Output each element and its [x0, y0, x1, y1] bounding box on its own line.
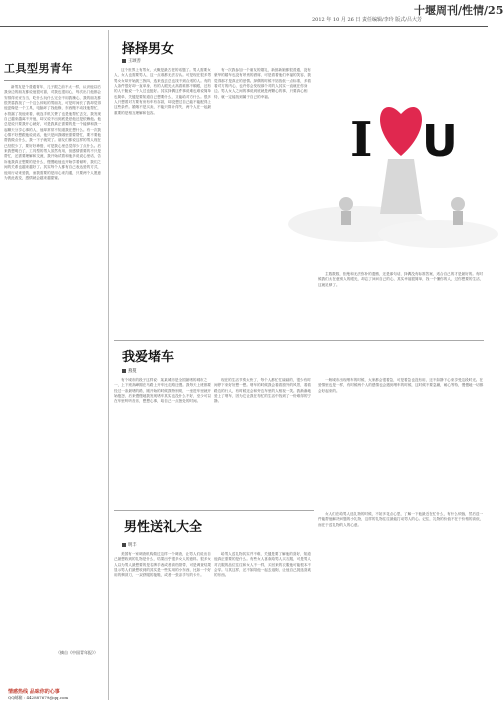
article2-col2: 现在的生活节奏太快了，每个人都忙忙碌碌的，很少有时间停下来好好想一想。堵车的时候我会看看窗外的风景，看看路边的行人，有时候还会和旁边车里的人相视一笑。我渐渐地爱上了堵车，因为它让我在匆忙的生活中找到了一份难得的宁静。	[214, 378, 312, 404]
letter-i: I	[350, 112, 373, 168]
article3-author: 明丰	[128, 543, 137, 548]
sidebar-source: （摘自《中国青年报》）	[56, 650, 98, 655]
byline-marker-icon	[122, 543, 126, 547]
figure-left-body-icon	[341, 211, 351, 225]
hotline-ad-title: 情感热线 品味你的心事	[8, 689, 60, 695]
article1-byline	[122, 58, 141, 64]
sidebar-column	[4, 50, 104, 684]
heart-illustration	[318, 64, 484, 266]
ground-shadow-2	[378, 220, 498, 248]
figure-right-icon	[451, 197, 465, 211]
sidebar-title: 工具型男青年	[4, 62, 73, 75]
article2-title: 我爱堵车	[122, 350, 175, 365]
page-header-subtitle: 2012 年 10 月 26 日 责任编辑/李玲 版式/吕大芳	[312, 17, 422, 23]
figure-left-icon	[339, 197, 353, 211]
heart-icon	[380, 107, 422, 156]
article3-byline	[122, 542, 137, 548]
article2-author: 燕蔓	[128, 369, 137, 374]
article1-col1: 这个世界上有男女，大概是最古老的话题了。男人需要女人，女人也需要男人，这一点谁都无法否认。可是现在很多男男女女却开始挑三拣四，选来选去总也找不到合适的人。有的人条件很好却一直单身，有的人眼光太高看谁都不顺眼，还有的人干脆说一个人过也挺好。其实择偶这件事说难也难说简单也简单，关键是要知道自己想要什么，又能给对方什么。很多人只想着对方要有房有车有存款，却没想过自己能不能配得上这些条件。婚姻不是买卖，不能只算计得失，两个人在一起最重要的是相互理解和包容。	[114, 68, 212, 115]
article1-title: 择择男女	[122, 42, 175, 57]
article3-col1: 美国有一家调查机构做过这样一个调查，让男人们说出自己最想收到的礼物是什么，结果出乎很多女人的意料。很多女人以为男人最想要的是名牌手表或者高档领带，可是调查结果显示男人们最想收到的其实是一些实用的小东西，比如一个好用的剃须刀，一双舒服的拖鞋，或者一张亲手写的卡片。	[114, 552, 212, 578]
section-rule-2	[114, 510, 314, 511]
article3-col2: 给男人送礼物其实并不难，关键是要了解他的喜好，知道他真正需要的是什么。有些女人喜欢给男人买衣服，可是男人对衣服的品位往往和女人不一样，买回来的衣服他可能根本不会穿。与其这样，还不如陪他一起去逛街，让他自己挑选喜欢的东西。	[214, 552, 312, 578]
header-rule	[0, 26, 488, 27]
article3-col3: 女人们在给男人选礼物的时候，不妨多花点心思，了解一下他最近在忙什么，有什么烦恼，然后送一件能帮他解决问题的小礼物，这样的礼物往往最能打动男人的心。记住，礼物的价值不在于价格的高低，而在于送礼物的人的心意。	[318, 512, 484, 527]
heart-illustration-svg	[318, 64, 484, 266]
article2-col1: 有个城市的段子这样说：某某城市是全国最堵的城市之一，上下班高峰期在马路上开车比走路还慢。我每天上班都要经过一条最堵的路，刚开始的时候我特别烦，一坐进车里就开始抱怨，后来慢慢地我发现堵车其实也没什么不好，至少可以在车里听听音乐，想想心事，给自己一点独处的时间。	[114, 378, 212, 404]
article1-author: 王颂善	[128, 59, 141, 64]
sidebar-title-rule	[4, 80, 100, 81]
article1-col2: 有一次我参加一个朋友的婚礼，新郎新娘都很普通，没有豪华的婚车也没有昂贵的酒席，可是看着他们幸福的笑容，我觉得那才是真正的爱情。择偶的时候不妨放低一点标准，多看看对方的内心，也许你会发现那个对的人其实一直就在你身边。男人女人之间的事说到底就是两颗心的事，只要真心相待，就一定能找到属于自己的幸福。	[214, 68, 312, 99]
heart-ribbon-icon	[380, 159, 422, 214]
byline-marker-icon	[122, 369, 126, 373]
sidebar-body: 新男友是个普通青年，儿子跟之前不太一样，认识他以后我身边的朋友都说他很可靠，对我也很用心，每次出门他都会安排得妥妥当当，吃什么玩什么完全不用我操心，我的朋友都很羡慕我找了一个这么体贴的男朋友，可是时间长了我却觉得他更像是一个工具，电脑坏了找他修，东西搬不动找他帮忙，水管漏了找他来看，就连手机欠费了也是他帮忙去交，我发现自己越来越离不开他，却又说不出到底是爱他还是依赖他。他总是说只要我开心就好，可是我真正需要的是一个能够和我一起聊天分享心事的人，他却常常不知道我在想什么。有一次我心情不好想跟他说说话，他只是问我哪里需要帮忙，要不要他帮我做点什么，我一下子就哭了。朋友们都说这样的男人现在已经很少了，要好好珍惜，可是我心里总觉得少了点什么。后来我想明白了，工具型的男人虽然有用，但感情需要的不只是帮忙，还需要理解和交流，我开始试着和他多说说心里话，告诉他我真正想要的是什么，慢慢地他也开始学着倾听，我们之间的关系也越来越好了。其实每个人都有自己表达爱的方式，他用行动来爱我，而我需要的是用心来沟通，只要两个人愿意为彼此改变，感情就会越来越甜蜜。	[4, 85, 102, 180]
article1-col3: 主数数数，拒绝和无法弥补的遗憾，还是那句话，择偶没有标准答案，适合自己的才是最好的。有时候我们太在意别人的眼光，却忘了问问自己的心，其实幸福很简单，找一个懂你的人，过你想要的生活，这就足够了。	[318, 272, 484, 287]
letter-u: U	[422, 116, 458, 167]
article2-byline	[122, 368, 137, 374]
figure-right-body-icon	[453, 211, 463, 225]
hotline-ad-email: QQ邮箱 : 442887679@qq.com	[8, 695, 69, 700]
article3-title: 男性送礼大全	[124, 520, 203, 535]
hotline-ad	[8, 688, 100, 700]
byline-marker-icon	[122, 59, 126, 63]
article2-col3: 一般城市出现堵车的时候，大家都会很着急，可是着急也没有用，还不如静下心来享受这段时光。在爱情里也是一样，有时候两个人的感情也会遇到堵车的时候，这时候不要急躁，耐心等待，慢慢地一切都会好起来的。	[318, 378, 484, 393]
page-header-title: 十堰周刊/性情/25	[414, 4, 503, 17]
column-divider	[108, 30, 109, 700]
section-rule-1	[114, 340, 484, 341]
